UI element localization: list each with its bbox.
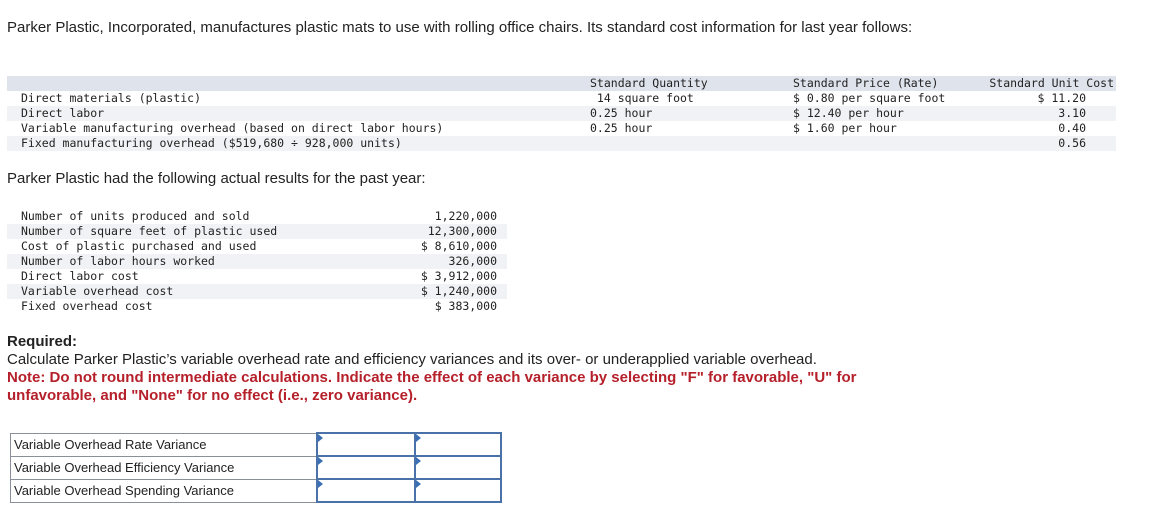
actual-results-row xyxy=(7,224,507,239)
row-price: $ 1.60 per hour xyxy=(793,121,897,135)
standard-cost-row xyxy=(7,136,1116,151)
efficiency-variance-amount-input[interactable] xyxy=(318,458,414,477)
standard-cost-row xyxy=(7,121,1116,136)
required-section xyxy=(7,333,907,405)
row-label: Variable overhead cost xyxy=(21,284,174,298)
actual-results-row xyxy=(7,269,507,284)
actual-results-table xyxy=(7,209,507,314)
input-marker-icon xyxy=(318,457,323,465)
standard-cost-row xyxy=(7,91,1116,106)
standard-cost-row xyxy=(7,106,1116,121)
amount-input-cell[interactable] xyxy=(317,456,415,479)
row-price: $ 0.80 per square foot xyxy=(793,91,946,105)
efficiency-variance-effect-select[interactable] xyxy=(416,458,500,477)
row-unit-cost: 0.56 xyxy=(1058,136,1086,150)
effect-select-cell[interactable] xyxy=(415,479,501,502)
answer-row xyxy=(11,433,502,456)
row-quantity: 0.25 hour xyxy=(590,121,653,135)
input-marker-icon xyxy=(318,434,323,442)
row-unit-cost: 3.10 xyxy=(1058,106,1086,120)
header-standard-quantity: Standard Quantity xyxy=(590,76,708,90)
amount-input-cell[interactable] xyxy=(317,433,415,456)
effect-select-cell[interactable] xyxy=(415,433,501,456)
row-value: $ 3,912,000 xyxy=(420,269,497,283)
row-label: Direct labor xyxy=(21,106,105,120)
row-label: Cost of plastic purchased and used xyxy=(21,239,257,253)
row-quantity: 14 square foot xyxy=(590,91,694,105)
row-label: Number of units produced and sold xyxy=(21,209,250,223)
row-label: Number of square feet of plastic used xyxy=(21,224,278,238)
dropdown-marker-icon xyxy=(416,457,421,465)
row-label: Direct labor cost xyxy=(21,269,139,283)
answer-table xyxy=(10,432,502,503)
required-instructions: Calculate Parker Plastic’s variable overhead rate and efficiency variances and its over- or underapplied variable overhead. xyxy=(7,351,817,368)
answer-row-label: Variable Overhead Rate Variance xyxy=(11,433,318,456)
input-marker-icon xyxy=(318,480,323,488)
standard-cost-header-row xyxy=(7,76,1116,91)
row-value: 1,220,000 xyxy=(434,209,497,223)
required-note: Note: Do not round intermediate calculations. Indicate the effect of each variance by selecting "F" for favorable, "U" for unfavorable, and "None" for no effect (i.e., zero variance). xyxy=(7,369,857,404)
standard-cost-table xyxy=(7,76,1116,151)
row-value: 326,000 xyxy=(448,254,497,268)
row-label: Fixed manufacturing overhead ($519,680 ÷ 928,000 units) xyxy=(21,136,402,150)
rate-variance-amount-input[interactable] xyxy=(318,435,414,454)
row-label: Fixed overhead cost xyxy=(21,299,153,313)
rate-variance-effect-select[interactable] xyxy=(416,435,500,454)
row-value: 12,300,000 xyxy=(427,224,497,238)
answer-row-label: Variable Overhead Efficiency Variance xyxy=(11,456,318,479)
actual-results-row xyxy=(7,239,507,254)
actual-results-row xyxy=(7,209,507,224)
row-quantity: 0.25 hour xyxy=(590,106,653,120)
answer-row-label: Variable Overhead Spending Variance xyxy=(11,479,318,502)
row-unit-cost: $ 11.20 xyxy=(1037,91,1086,105)
spending-variance-amount-input[interactable] xyxy=(318,481,414,500)
dropdown-marker-icon xyxy=(416,434,421,442)
row-price: $ 12.40 per hour xyxy=(793,106,904,120)
row-label: Variable manufacturing overhead (based on direct labor hours) xyxy=(21,121,444,135)
problem-intro: Parker Plastic, Incorporated, manufactures plastic mats to use with rolling office chairs. Its standard cost information for last year follows: xyxy=(7,19,913,36)
row-value: $ 1,240,000 xyxy=(420,284,497,298)
row-unit-cost: 0.40 xyxy=(1058,121,1086,135)
amount-input-cell[interactable] xyxy=(317,479,415,502)
answer-row xyxy=(11,479,502,502)
actual-results-intro: Parker Plastic had the following actual results for the past year: xyxy=(7,170,426,187)
header-standard-price: Standard Price (Rate) xyxy=(793,76,939,90)
required-title: Required: xyxy=(7,333,78,350)
row-value: $ 8,610,000 xyxy=(420,239,497,253)
answer-row xyxy=(11,456,502,479)
row-label: Number of labor hours worked xyxy=(21,254,215,268)
actual-results-row xyxy=(7,299,507,314)
spending-variance-effect-select[interactable] xyxy=(416,481,500,500)
dropdown-marker-icon xyxy=(416,480,421,488)
header-standard-unit-cost: Standard Unit Cost xyxy=(989,76,1114,90)
effect-select-cell[interactable] xyxy=(415,456,501,479)
actual-results-row xyxy=(7,254,507,269)
actual-results-row xyxy=(7,284,507,299)
row-label: Direct materials (plastic) xyxy=(21,91,202,105)
row-value: $ 383,000 xyxy=(434,299,497,313)
